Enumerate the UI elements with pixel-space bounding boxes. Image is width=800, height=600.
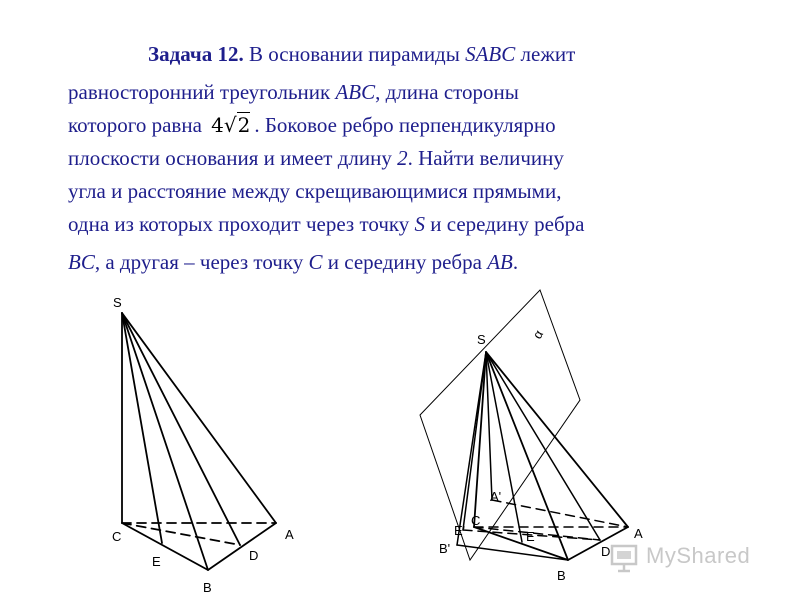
label-s: S [113, 295, 122, 310]
line-cd-hidden [122, 523, 240, 545]
label-c: C [471, 513, 481, 528]
label-e-prime: E' [454, 523, 466, 538]
figure-pyramid-right [420, 290, 628, 560]
label-e: E [526, 529, 535, 544]
problem-line-7: BC, а другая – через точку C и середину ребра AB. [68, 250, 519, 274]
side-length-formula: 4√2 [211, 113, 251, 137]
problem-line-6: одна из которых проходит через точку S и середину ребра [68, 212, 585, 236]
figure-pyramid-left [122, 313, 276, 570]
pyramid-name: SABC [465, 42, 516, 66]
edge-sa [486, 352, 628, 527]
edge-length: 2 [397, 146, 408, 170]
label-d: D [249, 548, 259, 563]
edge-sb [122, 313, 208, 570]
label-e: E [152, 554, 161, 569]
label-b: B [203, 580, 212, 595]
label-a-prime: A' [490, 489, 502, 504]
problem-line-2: равносторонний треугольник ABC, длина стороны [68, 80, 519, 104]
label-alpha: α [529, 327, 547, 342]
problem-heading: Задача 12. [148, 42, 244, 66]
label-b-prime: B' [439, 541, 451, 556]
label-a: A [634, 526, 643, 541]
presentation-board-icon [608, 540, 642, 574]
edge-sc [474, 352, 486, 527]
edge-sa [122, 313, 276, 523]
line-sd [122, 313, 240, 545]
line-a-prime-a-hidden [492, 500, 628, 527]
problem-line-5: угла и расстояние между скрещивающимися прямыми, [68, 179, 562, 203]
problem-line-3: которого равна 4√2 . Боковое ребро перпендикулярно [68, 109, 768, 142]
line-se [122, 313, 162, 543]
watermark-text: MyShared [646, 543, 751, 568]
edge-ba [208, 523, 276, 570]
triangle-name: ABC [335, 80, 376, 104]
label-a: A [285, 527, 294, 542]
label-s: S [477, 332, 486, 347]
problem-line-4: плоскости основания и имеет длину 2. Найти величину [68, 146, 564, 170]
line-b-prime-b [457, 545, 568, 560]
line-sa-prime [486, 352, 492, 500]
figure-left-labels [112, 295, 294, 595]
watermark-logo [608, 540, 768, 574]
label-b: B [557, 568, 566, 583]
label-c: C [112, 529, 122, 544]
problem-line-1: Задача 12. В основании пирамиды SABC лежит [148, 42, 576, 66]
label-d: D [601, 544, 611, 559]
